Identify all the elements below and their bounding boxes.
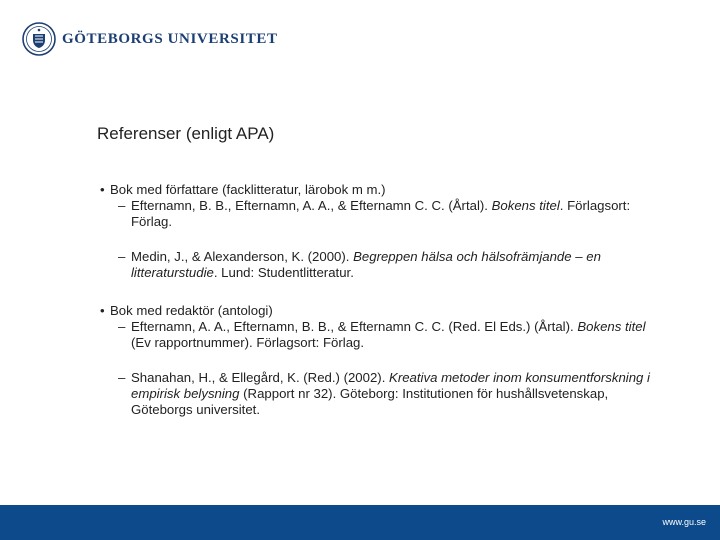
reference-text: Efternamn, A. A., Efternamn, B. B., & Efternamn C. C. (Red. El Eds.) (Årtal).	[131, 319, 578, 334]
university-logo	[22, 22, 278, 56]
reference-publisher: . Förlagsort: Förlag.	[131, 198, 631, 229]
reference-publisher: (Rapport nr 32). Göteborg: Institutionen för hushållsvetenskap, Göteborgs universitet.	[131, 386, 609, 417]
university-seal-icon	[22, 22, 56, 56]
slide-title: Referenser (enligt APA)	[97, 124, 275, 143]
slide-body	[100, 182, 660, 418]
reference-publisher: . Lund: Studentlitteratur.	[213, 265, 354, 280]
reference-item	[118, 319, 660, 351]
reference-publisher: (Ev rapportnummer). Förlagsort: Förlag.	[131, 335, 365, 350]
reference-title: Kreativa metoder inom konsumentforskning i empirisk belysning	[131, 370, 650, 401]
reference-dash: –	[118, 319, 126, 334]
reference-title: Bokens titel	[577, 319, 646, 334]
reference-dash: –	[118, 249, 126, 264]
bullet-label: Bok med författare (facklitteratur, lärobok m m.)	[110, 182, 386, 197]
logo-wordmark: GÖTEBORGS UNIVERSITET	[62, 30, 278, 47]
bullet-label: Bok med redaktör (antologi)	[110, 303, 273, 318]
reference-item	[118, 249, 660, 281]
footer-url-link[interactable]: www.gu.se	[662, 517, 706, 527]
bullet-book-editor	[100, 303, 660, 319]
reference-item	[118, 370, 660, 418]
reference-title: Bokens titel	[491, 198, 560, 213]
reference-text: Shanahan, H., & Ellegård, K. (Red.) (2002).	[131, 370, 390, 385]
reference-text: Efternamn, B. B., Efternamn, A. A., & Efternamn C. C. (Årtal).	[131, 198, 492, 213]
reference-dash: –	[118, 198, 126, 213]
reference-title: Begreppen hälsa och hälsofrämjande – en litteraturstudie	[131, 249, 601, 280]
footer-bar	[0, 505, 720, 540]
reference-dash: –	[118, 370, 126, 385]
bullet-book-author	[100, 182, 660, 198]
reference-text: Medin, J., & Alexanderson, K. (2000).	[131, 249, 354, 264]
reference-item	[118, 198, 660, 230]
